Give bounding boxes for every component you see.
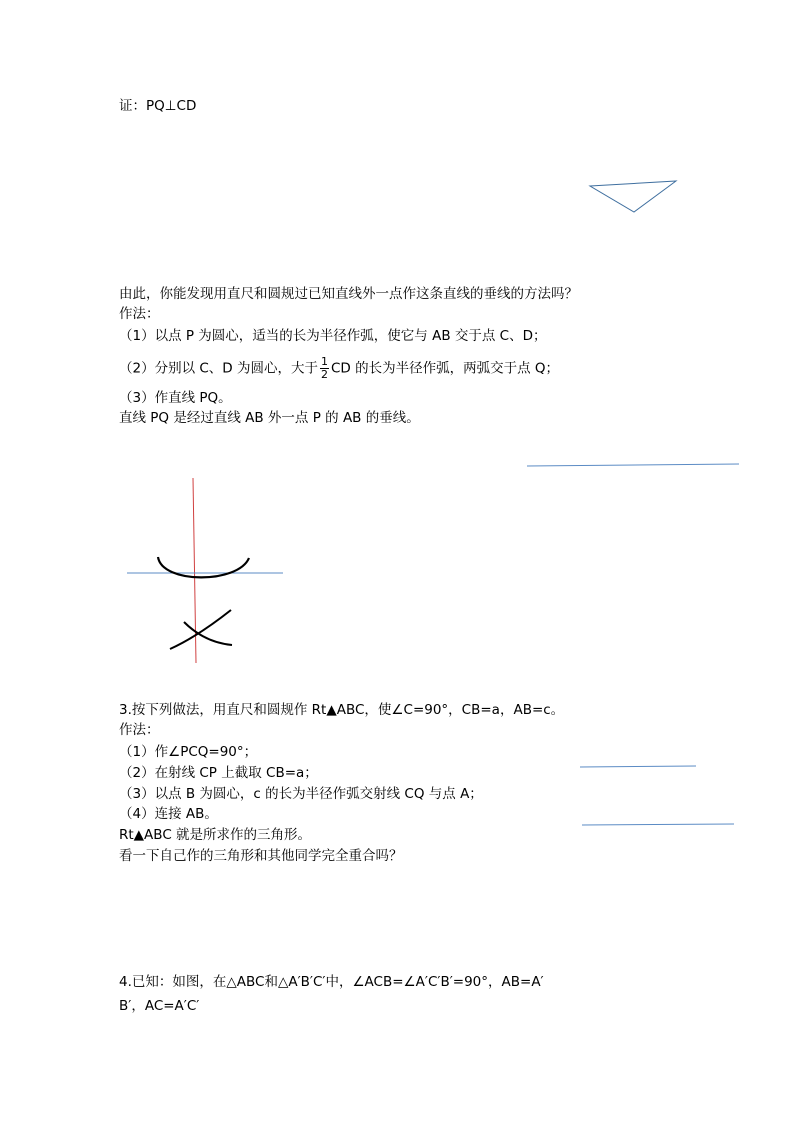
fraction-numerator: 1 xyxy=(321,355,328,368)
arc-cd xyxy=(158,557,249,577)
segment-line-1 xyxy=(527,464,739,466)
arc-from-d xyxy=(184,622,232,645)
section3-step-2: （2）在射线 CP 上截取 CB=a； xyxy=(119,765,318,781)
fraction-denominator: 2 xyxy=(321,368,328,381)
section3-method-label: 作法： xyxy=(119,722,160,738)
section4-line-1: 4.已知：如图，在△ABC和△A′B′C′中，∠ACB=∠A′C′B′=90°，AB=A′ xyxy=(119,974,544,990)
section3-step-4: （4）连接 AB。 xyxy=(119,806,218,822)
section3-title: 3.按下列做法，用直尺和圆规作 Rt▲ABC，使∠C=90°，CB=a，AB=c。 xyxy=(119,702,565,718)
section3-step-1: （1）作∠PCQ=90°； xyxy=(119,744,258,760)
section2-method-label: 作法： xyxy=(119,306,160,322)
segment-line-a xyxy=(580,766,696,767)
section2-step-3: （3）作直线 PQ。 xyxy=(119,390,232,406)
section3-question: 看一下自己作的三角形和其他同学完全重合吗？ xyxy=(119,848,403,864)
section3-step-3: （3）以点 B 为圆心，c 的长为半径作弧交射线 CQ 与点 A； xyxy=(119,786,483,802)
section2-step-2-part1: （2）分别以 C、D 为圆心，大于 xyxy=(119,360,318,377)
section2-question: 由此，你能发现用直尺和圆规过已知直线外一点作这条直线的垂线的方法吗？ xyxy=(119,286,578,302)
proof-prompt: 证：PQ⊥CD xyxy=(119,98,197,114)
section2-step-2-part2: CD 的长为半径作弧，两弧交于点 Q； xyxy=(331,360,560,377)
section2-step-1: （1）以点 P 为圆心，适当的长为半径作弧，使它与 AB 交于点 C、D； xyxy=(119,328,547,344)
section2-conclusion: 直线 PQ 是经过直线 AB 外一点 P 的 AB 的垂线。 xyxy=(119,410,420,426)
section4-line-2: B′，AC=A′C′ xyxy=(119,998,200,1014)
section3-conclusion: Rt▲ABC 就是所求作的三角形。 xyxy=(119,827,312,843)
triangle-sketch xyxy=(590,181,676,212)
segment-line-c xyxy=(582,824,734,825)
